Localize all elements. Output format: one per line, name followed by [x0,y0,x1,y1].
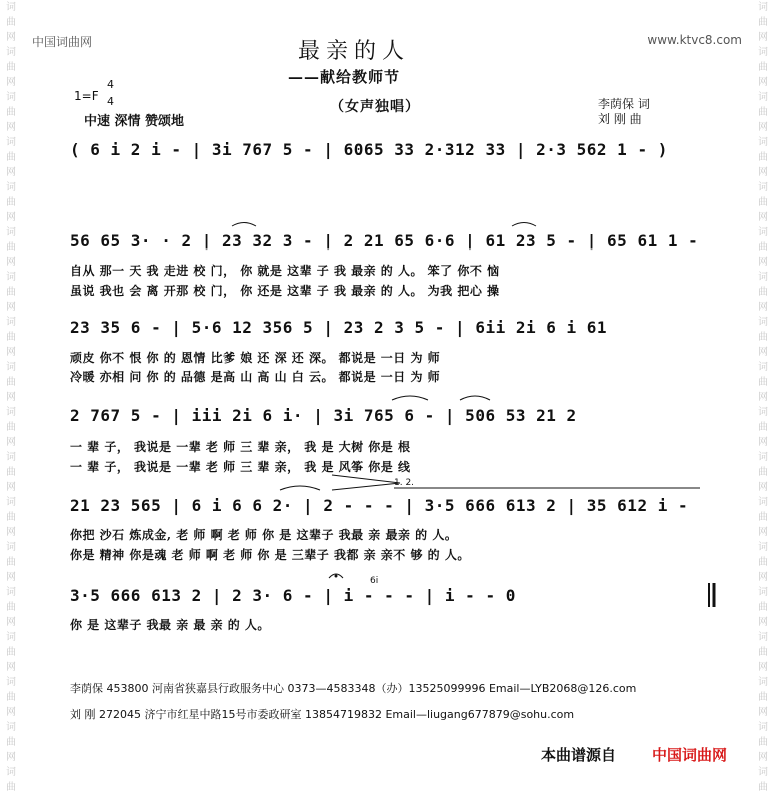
watermark-char: 网 [6,572,16,583]
watermark-char: 曲 [758,332,768,343]
watermark-char: 网 [758,752,768,763]
time-signature-bottom: 4 [107,95,114,108]
score-row-2-lyric-1: 自从 那一 天 我 走进 校 门， 你 就是 这辈 子 我 最亲 的 人。 笨了 你不 恼 [70,264,500,278]
watermark-char: 网 [6,707,16,718]
watermark-char: 曲 [6,782,16,792]
watermark-char: 词 [6,677,16,688]
watermark-char: 曲 [758,62,768,73]
watermark-char: 曲 [758,557,768,568]
watermark-char: 网 [758,527,768,538]
score-row-4-lyric-2: 一 辈 子， 我说是 一辈 老 师 三 辈 亲， 我 是 风筝 你是 线 [70,460,411,474]
watermark-char: 词 [758,362,768,373]
watermark-char: 曲 [758,377,768,388]
watermark-char: 曲 [6,17,16,28]
watermark-char: 词 [758,587,768,598]
watermark-char: 曲 [6,512,16,523]
watermark-char: 词 [758,542,768,553]
watermark-char: 网 [6,527,16,538]
watermark-char: 词 [758,677,768,688]
volta-bracket-label: 1. 2. [394,478,415,488]
score-row-1-notes: ( 6 i 2 i - | 3i 767 5 - | 6065 33 2·312 33 | 2·3 562 1 - ) [70,140,668,159]
score-row-2-notes: 56 65 3· · 2 | 23 32 3 - | 2 21 65 6·6 | 61 23 5 - | 65 61 1 - [70,231,699,250]
watermark-char: 曲 [6,647,16,658]
watermark-char: 曲 [758,17,768,28]
watermark-char: 词 [758,407,768,418]
watermark-char: 网 [6,392,16,403]
score-row-2-lyric-2: 虽说 我也 会 离 开那 校 门， 你 还是 这辈 子 我 最亲 的 人。 为我 把心 操 [70,284,500,298]
watermark-char: 网 [758,392,768,403]
lyricist-credit: 李荫保 词 [598,97,650,111]
score-row-5-lyric-1: 你把 沙石 炼成金, 老 师 啊 老 师 你 是 这辈子 我最 亲 最亲 的 人。 [70,528,458,542]
watermark-char: 网 [6,617,16,628]
slur-3 [392,396,428,400]
watermark-char: 网 [6,482,16,493]
watermark-char: 词 [6,587,16,598]
watermark-char: 词 [758,452,768,463]
watermark-char: 网 [758,482,768,493]
watermark-char: 曲 [758,737,768,748]
watermark-char: 曲 [6,107,16,118]
watermark-char: 曲 [6,602,16,613]
watermark-char: 曲 [758,602,768,613]
watermark-char: 曲 [758,692,768,703]
watermark-char: 曲 [758,467,768,478]
watermark-char: 网 [6,257,16,268]
watermark-char: 曲 [758,152,768,163]
watermark-char: 网 [6,122,16,133]
watermark-char: 词 [6,182,16,193]
watermark-char: 词 [758,767,768,778]
watermark-char: 网 [6,302,16,313]
watermark-char: 曲 [758,647,768,658]
watermark-char: 网 [758,122,768,133]
watermark-char: 曲 [6,377,16,388]
watermark-char: 网 [758,257,768,268]
watermark-char: 曲 [758,782,768,792]
site-watermark-left: 中国词曲网 [32,35,93,49]
watermark-char: 词 [6,407,16,418]
watermark-char: 曲 [758,287,768,298]
watermark-char: 词 [6,272,16,283]
watermark-char: 网 [6,752,16,763]
watermark-char: 网 [758,302,768,313]
song-title: 最亲的人 [298,39,411,64]
watermark-char: 曲 [6,692,16,703]
watermark-char: 词 [6,767,16,778]
watermark-char: 词 [6,317,16,328]
watermark-char: 网 [758,32,768,43]
watermark-char: 网 [6,437,16,448]
key-signature: 1=F [74,89,99,103]
brand-link[interactable]: 中国词曲网 [652,746,728,764]
score-row-4-notes: 2 767 5 - | iii 2i 6 i· | 3i 765 6 - | 506 53 21 2 [70,406,577,425]
watermark-char: 网 [758,437,768,448]
watermark-char: 曲 [758,422,768,433]
watermark-char: 词 [758,272,768,283]
tempo-marking: 中速 深情 赞颂地 [84,114,185,129]
watermark-char: 词 [6,2,16,13]
source-label: 本曲谱源自 [541,746,617,764]
watermark-char: 曲 [758,512,768,523]
contact-composer: 刘 刚 272045 济宁市红星中路15号市委政研室 13854719832 Email—liugang677879@sohu.com [70,708,575,721]
watermark-char: 曲 [6,197,16,208]
score-row-5-notes: 21 23 565 | 6 i 6 6 2· | 2 - - - | 3·5 666 613 2 | 35 612 i - [70,496,689,515]
watermark-char: 词 [758,2,768,13]
watermark-char: 曲 [6,737,16,748]
watermark-char: 网 [6,347,16,358]
watermark-char: 词 [758,92,768,103]
watermark-char: 曲 [6,287,16,298]
song-subtitle: ——献给教师节 [288,68,401,86]
watermark-char: 词 [758,47,768,58]
watermark-char: 网 [758,617,768,628]
slur-2 [512,223,536,227]
watermark-char: 词 [758,182,768,193]
watermark-char: 曲 [6,422,16,433]
watermark-char: 网 [758,662,768,673]
watermark-char: 曲 [6,332,16,343]
watermark-char: 词 [758,227,768,238]
watermark-char: 曲 [6,62,16,73]
watermark-char: 词 [6,497,16,508]
watermark-char: 网 [758,77,768,88]
grace-note: 6i [370,576,379,586]
performance-type: （女声独唱） [330,99,420,115]
watermark-char: 词 [6,47,16,58]
score-row-5-lyric-2: 你是 精神 你是魂 老 师 啊 老 师 你 是 三辈子 我都 亲 亲不 够 的 人。 [70,548,470,562]
watermark-char: 词 [758,137,768,148]
watermark-char: 词 [758,722,768,733]
score-row-4-lyric-1: 一 辈 子， 我说是 一辈 老 师 三 辈 亲， 我 是 大树 你是 根 [70,440,411,454]
slur-1 [232,223,256,227]
watermark-char: 词 [6,227,16,238]
time-signature-top: 4 [107,78,114,91]
watermark-char: 曲 [758,242,768,253]
watermark-char: 词 [758,497,768,508]
score-row-6-notes: 3·5 666 613 2 | 2 3· 6 - | i - - - | i - - 0 [70,586,516,605]
watermark-char: 曲 [758,107,768,118]
watermark-char: 网 [758,167,768,178]
watermark-char: 网 [758,212,768,223]
watermark-char: 网 [6,32,16,43]
score-row-6-lyric-1: 你 是 这辈子 我最 亲 最 亲 的 人。 [70,618,270,632]
site-watermark-right: www.ktvc8.com [647,33,742,47]
watermark-char: 曲 [6,242,16,253]
watermark-char: 词 [6,632,16,643]
watermark-char: 网 [6,662,16,673]
watermark-char: 词 [6,92,16,103]
score-row-3-lyric-2: 冷暖 亦相 问 你 的 品德 是高 山 高 山 白 云。 都说是 一日 为 师 [70,370,441,384]
watermark-char: 网 [6,167,16,178]
watermark-char: 词 [6,722,16,733]
watermark-char: 网 [6,212,16,223]
watermark-char: 词 [758,317,768,328]
composer-credit: 刘 刚 曲 [598,112,642,126]
contact-lyricist: 李荫保 453800 河南省狭嘉县行政服务中心 0373—4583348（办）13525099996 Email—LYB2068@126.com [70,682,637,695]
watermark-char: 词 [6,137,16,148]
watermark-char: 曲 [6,467,16,478]
score-row-3-notes: 23 35 6 - | 5·6 12 356 5 | 23 2 3 5 - | 6ii 2i 6 i 61 [70,318,608,337]
crescendo-hairpin [332,475,400,490]
watermark-char: 网 [6,77,16,88]
watermark-char: 曲 [758,197,768,208]
watermark-char: 曲 [6,152,16,163]
slur-5 [280,486,320,490]
watermark-char: 网 [758,347,768,358]
slur-4 [460,396,490,400]
watermark-char: 词 [6,362,16,373]
watermark-char: 词 [758,632,768,643]
watermark-char: 网 [758,572,768,583]
watermark-char: 词 [6,542,16,553]
watermark-char: 词 [6,452,16,463]
watermark-char: 网 [758,707,768,718]
score-row-3-lyric-1: 顽皮 你不 恨 你 的 恩情 比爹 娘 还 深 还 深。 都说是 一日 为 师 [70,351,441,365]
watermark-char: 曲 [6,557,16,568]
